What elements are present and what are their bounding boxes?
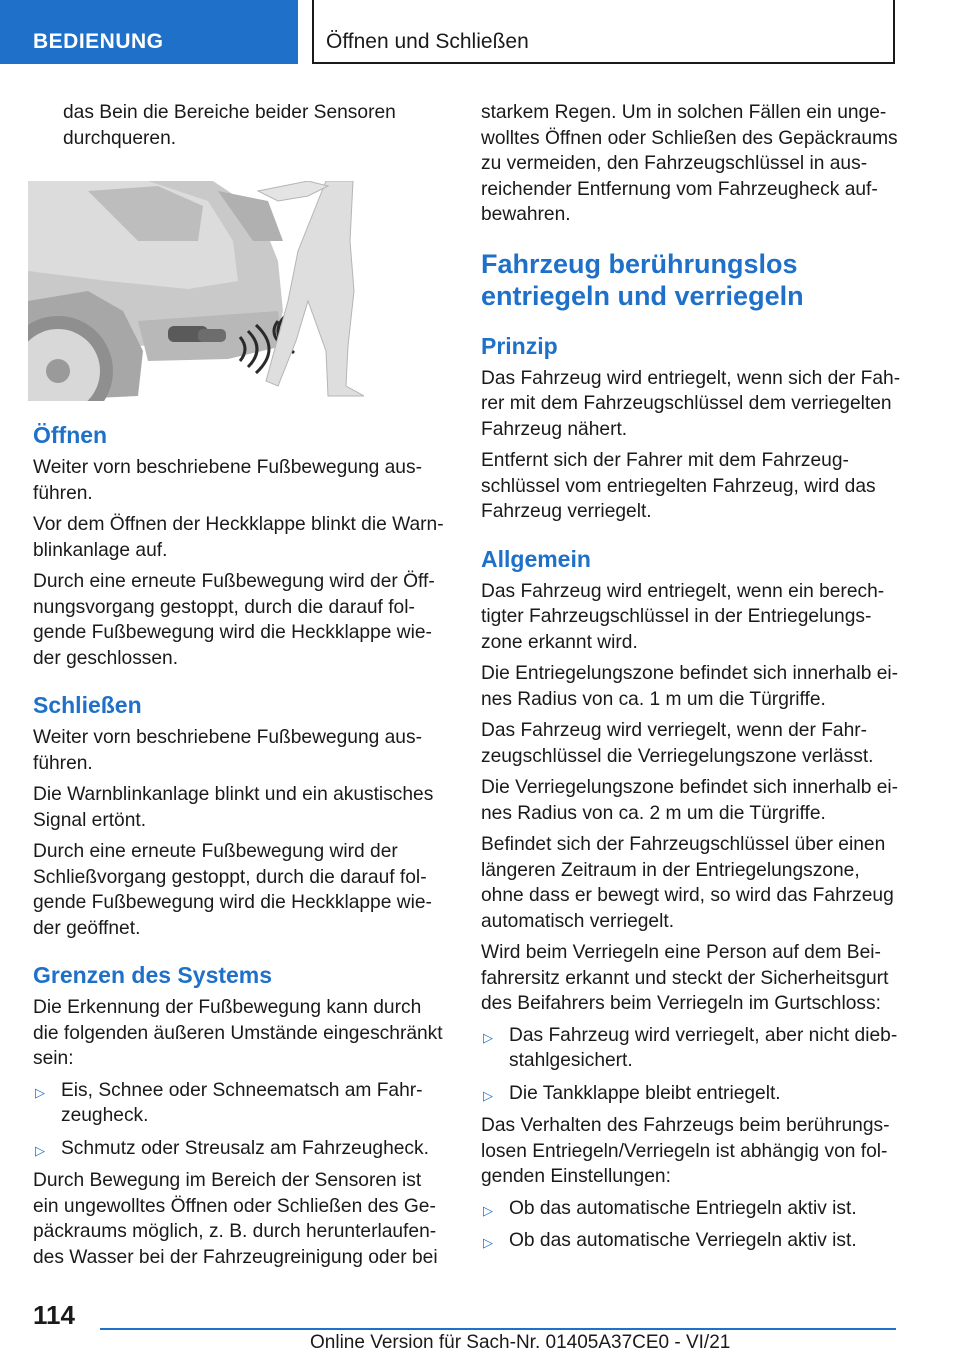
page-number: 114 (33, 1300, 75, 1330)
allgemein-paragraph-3: Das Fahrzeug wird verriegelt, wenn der Fahrzeugschlüssel die Verriegelungszone verlässt. (481, 720, 874, 767)
header-divider (312, 0, 314, 64)
main-heading: Fahrzeug berührungslos entriegeln und verriegeln (481, 248, 804, 311)
continued-paragraph: starkem Regen. Um in solchen Fällen ein ungewolltes Öffnen oder Schließen des Gepäckraums zu vermeiden, den Fahrzeugschlüssel in ausreichender Entfernung vom Fahrzeugheck aufbewahren. (481, 102, 898, 225)
right-column (481, 100, 901, 1261)
heading-grenzen: Grenzen des Systems (33, 962, 273, 988)
triangle-right-outline-icon: ▷ (483, 1202, 493, 1218)
foot-sensor-illustration (28, 181, 364, 401)
allgemein-paragraph-2: Die Entriegelungszone befindet sich innerhalb eines Radius von ca. 1 m um die Türgriffe. (481, 663, 899, 710)
heading-oeffnen: Öffnen (33, 422, 108, 448)
footer-version-text: Online Version für Sach-Nr. 01405A37CE0 - VI/21 (310, 1332, 731, 1353)
allgemein-paragraph-5: Befindet sich der Fahrzeugschlüssel über einen längeren Zeitraum in der Entriegelungszone, ohne dass er bewegt wird, so wird das Fahrzeug automatisch verriegelt. (481, 834, 894, 932)
heading-schliessen: Schließen (33, 692, 142, 718)
triangle-right-outline-icon: ▷ (35, 1142, 45, 1158)
allgemein-paragraph-4: Die Verriegelungszone befindet sich innerhalb eines Radius von ca. 2 m um die Türgriffe. (481, 777, 899, 824)
list-item: ▷ Ob das automatische Entriegeln aktiv ist. (481, 1196, 901, 1222)
list-item: ▷ Schmutz oder Streusalz am Fahrzeugheck. (33, 1136, 448, 1162)
triangle-right-outline-icon: ▷ (483, 1087, 493, 1103)
list-item: ▷ Eis, Schnee oder Schneematsch am Fahrzeugheck. (35, 1079, 423, 1126)
left-column (33, 100, 448, 1276)
triangle-right-outline-icon: ▷ (35, 1084, 45, 1100)
page-header-title: Öffnen und Schließen (326, 30, 529, 53)
allgemein-paragraph-1: Das Fahrzeug wird entriegelt, wenn ein berechtigter Fahrzeugschlüssel in der Entriegelungszone erkannt wird. (481, 580, 885, 653)
list-item: ▷ Die Tankklappe bleibt entriegelt. (481, 1081, 901, 1107)
allgemein-paragraph-6: Wird beim Verriegeln eine Person auf dem Beifahrersitz erkannt und steckt der Sicherheitsgurt des Beifahrers beim Verriegeln im Gurtschloss: (481, 942, 889, 1014)
prinzip-paragraph-2: Entfernt sich der Fahrer mit dem Fahrzeugschlüssel vom entriegelten Fahrzeug, wird das Fahrzeug verriegelt. (481, 450, 876, 522)
footer-divider (100, 1328, 896, 1330)
list-item: ▷ Ob das automatische Verriegeln aktiv ist. (481, 1228, 901, 1254)
schliessen-paragraph-3: Durch eine erneute Fußbewegung wird der Schließvorgang gestoppt, durch die darauf folgende Fußbewegung wird die Heckklappe wieder geöffnet. (33, 841, 432, 939)
grenzen-paragraph-2: Durch Bewegung im Bereich der Sensoren ist ein ungewolltes Öffnen oder Schließen des Gepäckraums möglich, z. B. durch herunterlaufendes Wasser bei der Fahrzeugreinigung oder bei (33, 1170, 438, 1268)
car-rear-foot-gesture-image (28, 181, 364, 401)
heading-allgemein: Allgemein (481, 545, 591, 572)
schliessen-paragraph-1: Weiter vorn beschriebene Fußbewegung ausführen. (33, 727, 422, 774)
header-border-right (893, 0, 895, 64)
header-underline (312, 62, 895, 64)
grenzen-paragraph-1: Die Erkennung der Fußbewegung kann durch die folgenden äußeren Umstände eingeschränkt sein: (33, 997, 443, 1069)
list-item: ▷ Das Fahrzeug wird verriegelt, aber nicht diebstahlgesichert. (483, 1024, 898, 1071)
triangle-right-outline-icon: ▷ (483, 1235, 493, 1250)
intro-text: das Bein die Bereiche beider Sensoren durchqueren. (63, 102, 396, 149)
section-tab: BEDIENUNG (0, 0, 298, 64)
prinzip-paragraph-1: Das Fahrzeug wird entriegelt, wenn sich der Fahrer mit dem Fahrzeugschlüssel dem verriegelten Fahrzeug nähert. (481, 367, 901, 440)
oeffnen-paragraph-2: Vor dem Öffnen der Heckklappe blinkt die Warnblinkanlage auf. (33, 514, 444, 561)
allgemein-paragraph-7: Das Verhalten des Fahrzeugs beim berührungslosen Entriegeln/Verriegeln ist abhängig von folgenden Einstellungen: (481, 1115, 890, 1187)
heading-prinzip: Prinzip (481, 332, 558, 359)
triangle-right-outline-icon: ▷ (483, 1029, 493, 1045)
schliessen-paragraph-2: Die Warnblinkanlage blinkt und ein akustisches Signal ertönt. (33, 784, 434, 831)
oeffnen-paragraph-3: Durch eine erneute Fußbewegung wird der Öffnungsvorgang gestoppt, durch die darauf folgende Fußbewegung wird die Heckklappe wieder geschlossen. (33, 571, 435, 669)
oeffnen-paragraph-1: Weiter vorn beschriebene Fußbewegung ausführen. (33, 457, 422, 504)
